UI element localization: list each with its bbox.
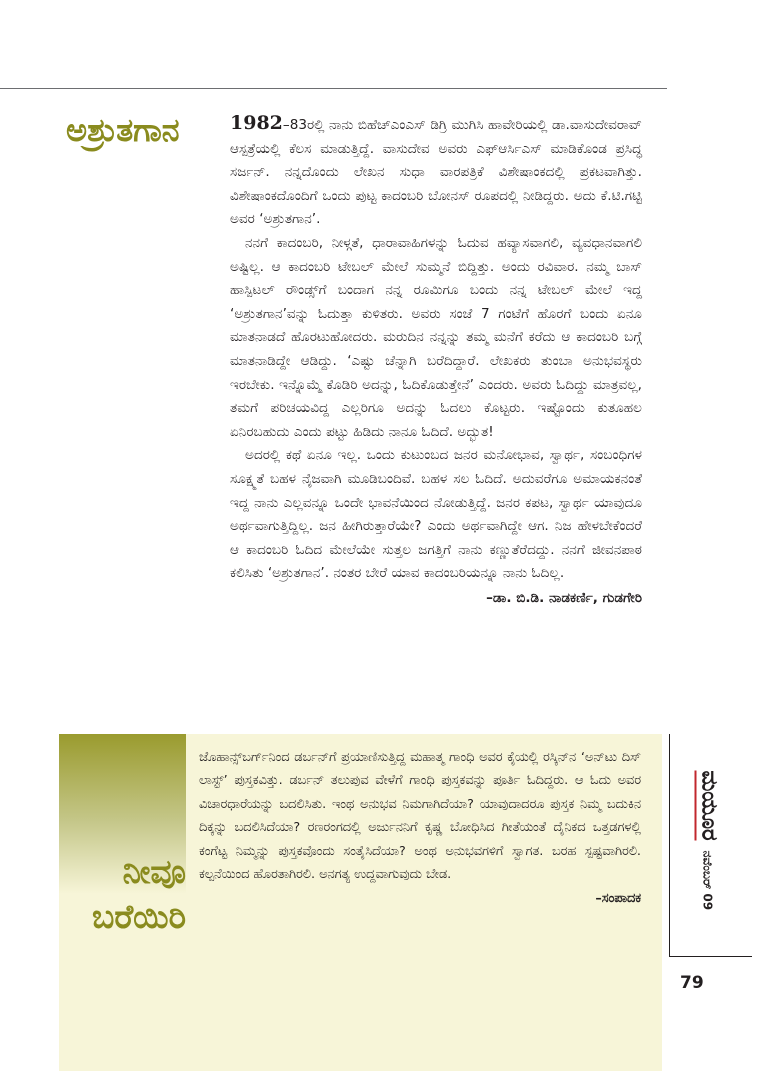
dropcap-year: 1982 bbox=[230, 112, 283, 134]
article-signature: –ಡಾ. ಬಿ.ಡಿ. ನಾಡಕರ್ಣಿ, ಗುಡಗೇರಿ bbox=[486, 589, 642, 606]
side-rule-horizontal bbox=[669, 956, 752, 957]
article-paragraph-2: ನನಗೆ ಕಾದಂಬರಿ, ನೀಳ್ಗತೆ, ಧಾರಾವಾಹಿಗಳನ್ನು ಓದುವ ಹವ್ಯಾಸವಾಗಲಿ, ವ್ಯವಧಾನವಾಗಲಿ ಅಷ್ಟಿಲ್ಲ. ಆ ಕಾದಂಬರಿ ಟೇಬಲ್ ಮೇಲೆ ಸುಮ್ಮನೆ ಬಿದ್ದಿತ್ತು. ಅಂದು ರವಿವಾರ. ನಮ್ಮ ಬಾಸ್ ಹಾಸ್ಪಿಟಲ್ ರೌಂಡ್ಸ್‌ಗೆ ಬಂದಾಗ ನನ್ನ ರೂಮಿಗೂ ಬಂದು ನನ್ನ ಟೇಬಲ್ ಮೇಲೆ ಇದ್ದ ‘ಅಶ್ರುತಗಾನ’ವನ್ನು ಓದುತ್ತಾ ಕುಳಿತರು. ಅವರು ಸಂಜೆ 7 ಗಂಟೆಗೆ ಹೊರಗೆ ಬಂದು ಏನೂ ಮಾತನಾಡದೆ ಹೊರಟುಹೋದರು. ಮರುದಿನ ನನ್ನನ್ನು ತಮ್ಮ ಮನೆಗೆ ಕರೆದು ಆ ಕಾದಂಬರಿ ಬಗ್ಗೆ ಮಾತನಾಡಿದ್ದೇ ಆಡಿದ್ದು. ‘ಎಷ್ಟು ಚೆನ್ನಾಗಿ ಬರೆದಿದ್ದಾರೆ. ಲೇಖಕರು ತುಂಬಾ ಅನುಭವಸ್ಥರು ಇರಬೇಕು. ಇನ್ನೊಮ್ಮೆ ಕೊಡಿರಿ ಅದನ್ನು, ಓದಿಕೊಡುತ್ತೇನೆ’ ಎಂದರು. ಅವರು ಓದಿದ್ದು ಮಾತ್ರವಲ್ಲ, ತಮಗೆ ಪರಿಚಯವಿದ್ದ ಎಲ್ಲರಿಗೂ ಅದನ್ನು ಓದಲು ಕೊಟ್ಟರು. ಇಷ್ಟೊಂದು ಕುತೂಹಲ ಏನಿರಬಹುದು ಎಂದು ಪಟ್ಟು ಹಿಡಿದು ನಾನೂ ಓದಿದೆ. ಅದ್ಭುತ! bbox=[230, 234, 642, 440]
running-head bbox=[695, 771, 721, 936]
article-paragraph-3: ಅದರಲ್ಲಿ ಕಥೆ ಏನೂ ಇಲ್ಲ. ಒಂದು ಕುಟುಂಬದ ಜನರ ಮನೋಭಾವ, ಸ್ವಾರ್ಥ, ಸಂಬಂಧಿಗಳ ಸೂಕ್ಷ್ಮತೆ ಬಹಳ ನೈಜವಾಗಿ ಮೂಡಿಬಂದಿವೆ. ಬಹಳ ಸಲ ಓದಿದೆ. ಅದುವರೆಗೂ ಅಮಾಯಕನಂತೆ ಇದ್ದ ನಾನು ಎಲ್ಲವನ್ನೂ ಒಂದೇ ಭಾವನೆಯಿಂದ ನೋಡುತ್ತಿದ್ದೆ. ಜನರ ಕಪಟ, ಸ್ವಾರ್ಥ ಯಾವುದೂ ಅರ್ಥವಾಗುತ್ತಿದ್ದಿಲ್ಲ. ಜನ ಹೀಗಿರುತ್ತಾರೆಯೇ? ಎಂದು ಅರ್ಥವಾಗಿದ್ದೇ ಆಗ. ನಿಜ ಹೇಳಬೇಕೆಂದರೆ ಆ ಕಾದಂಬರಿ ಓದಿದ ಮೇಲೆಯೇ ಸುತ್ತಲ ಜಗತ್ತಿಗೆ ನಾನು ಕಣ್ಣುತೆರೆದದ್ದು. ನನಗೆ ಜೀವನಪಾಠ ಕಲಿಸಿತು ‘ಅಶ್ರುತಗಾನ’. ನಂತರ ಬೇರೆ ಯಾವ ಕಾದಂಬರಿಯನ್ನೂ ನಾನು ಓದಿಲ್ಲ. bbox=[230, 447, 642, 582]
top-rule bbox=[0, 88, 667, 89]
article-paragraph-1-text: –83ರಲ್ಲಿ ನಾನು ಬಿಹೆಚ್ಎಂಎಸ್ ಡಿಗ್ರಿ ಮುಗಿಸಿ ಹಾವೇರಿಯಲ್ಲಿ ಡಾ.ವಾಸುದೇವರಾವ್ ಆಸ್ಪತ್ರೆಯಲ್ಲಿ ಕೆಲಸ ಮಾಡುತ್ತಿದ್ದೆ. ವಾಸುದೇವ ಅವರು ಎಫ್ಆರ್ಸಿಎಸ್ ಮಾಡಿಕೊಂಡ ಪ್ರಸಿದ್ಧ ಸರ್ಜನ್. ನನ್ನದೊಂದು ಲೇಖನ ಸುಧಾ ವಾರಪತ್ರಿಕೆ ವಿಶೇಷಾಂಕದಲ್ಲಿ ಪ್ರಕಟವಾಗಿತ್ತು. ವಿಶೇಷಾಂಕದೊಂದಿಗೆ ಒಂದು ಪುಟ್ಟ ಕಾದಂಬರಿ ಬೋನಸ್ ರೂಪದಲ್ಲಿ ನೀಡಿದ್ದರು. ಅದು ಕೆ.ಟಿ.ಗಟ್ಟಿ ಅವರ ‘ಅಶ್ರುತಗಾನ’. bbox=[230, 117, 642, 228]
box-paragraph: ಜೊಹಾನ್ಸ್‌ಬರ್ಗ್‌ನಿಂದ ಡರ್ಬನ್‌ಗೆ ಪ್ರಯಾಣಿಸುತ್ತಿದ್ದ ಮಹಾತ್ಮ ಗಾಂಧಿ ಅವರ ಕೈಯಲ್ಲಿ ರಸ್ಕಿನ್‌ನ ‘ಅನ್‌ಟು ದಿಸ್ ಲಾಸ್ಟ್’ ಪುಸ್ತಕವಿತ್ತು. ಡರ್ಬನ್ ತಲುಪುವ ವೇಳೆಗೆ ಗಾಂಧಿ ಪುಸ್ತಕವನ್ನು ಪೂರ್ತಿ ಓದಿದ್ದರು. ಆ ಓದು ಅವರ ವಿಚಾರಧಾರೆಯನ್ನು ಬದಲಿಸಿತು. ಇಂಥ ಅನುಭವ ನಿಮಗಾಗಿದೆಯಾ? ಯಾವುದಾದರೂ ಪುಸ್ತಕ ನಿಮ್ಮ ಬದುಕಿನ ದಿಕ್ಕನ್ನು ಬದಲಿಸಿದೆಯಾ? ರಣರಂಗದಲ್ಲಿ ಅರ್ಜುನನಿಗೆ ಕೃಷ್ಣ ಬೋಧಿಸಿದ ಗೀತೆಯಂತೆ ದೈನಿಕದ ಒತ್ತಡಗಳಲ್ಲಿ ಕಂಗೆಟ್ಟ ನಿಮ್ಮನ್ನು ಪುಸ್ತಕವೊಂದು ಸಂತೈಸಿದೆಯಾ? ಅಂಥ ಅನುಭವಗಳಿಗೆ ಸ್ವಾಗತ. ಬರಹ ಸ್ಪಷ್ಟವಾಗಿರಲಿ. ಕಲ್ಪನೆಯಿಂದ ಹೊರತಾಗಿರಲಿ. ಅನಗತ್ಯ ಉದ್ದವಾಗುವುದು ಬೇಡ. bbox=[199, 750, 641, 883]
article-title: ಅಶ್ರುತಗಾನ bbox=[66, 111, 180, 149]
box-title-line-2: ಬರೆಯಿರಿ bbox=[92, 897, 186, 936]
box-title-line-1: ನೀವೂ bbox=[122, 852, 186, 891]
magazine-name: ಮಯೂರ bbox=[696, 770, 722, 841]
page-number: 79 bbox=[680, 973, 704, 993]
article-body bbox=[230, 112, 642, 610]
box-signature: –ಸಂಪಾದಕ bbox=[595, 891, 641, 907]
side-rule-vertical bbox=[669, 734, 670, 956]
article-paragraph-1 bbox=[230, 112, 642, 232]
box-title bbox=[71, 849, 186, 939]
write-to-us-box bbox=[59, 734, 662, 1071]
issue-date: ನವೆಂಬರ್ 09 bbox=[701, 850, 715, 911]
box-text bbox=[199, 746, 641, 912]
